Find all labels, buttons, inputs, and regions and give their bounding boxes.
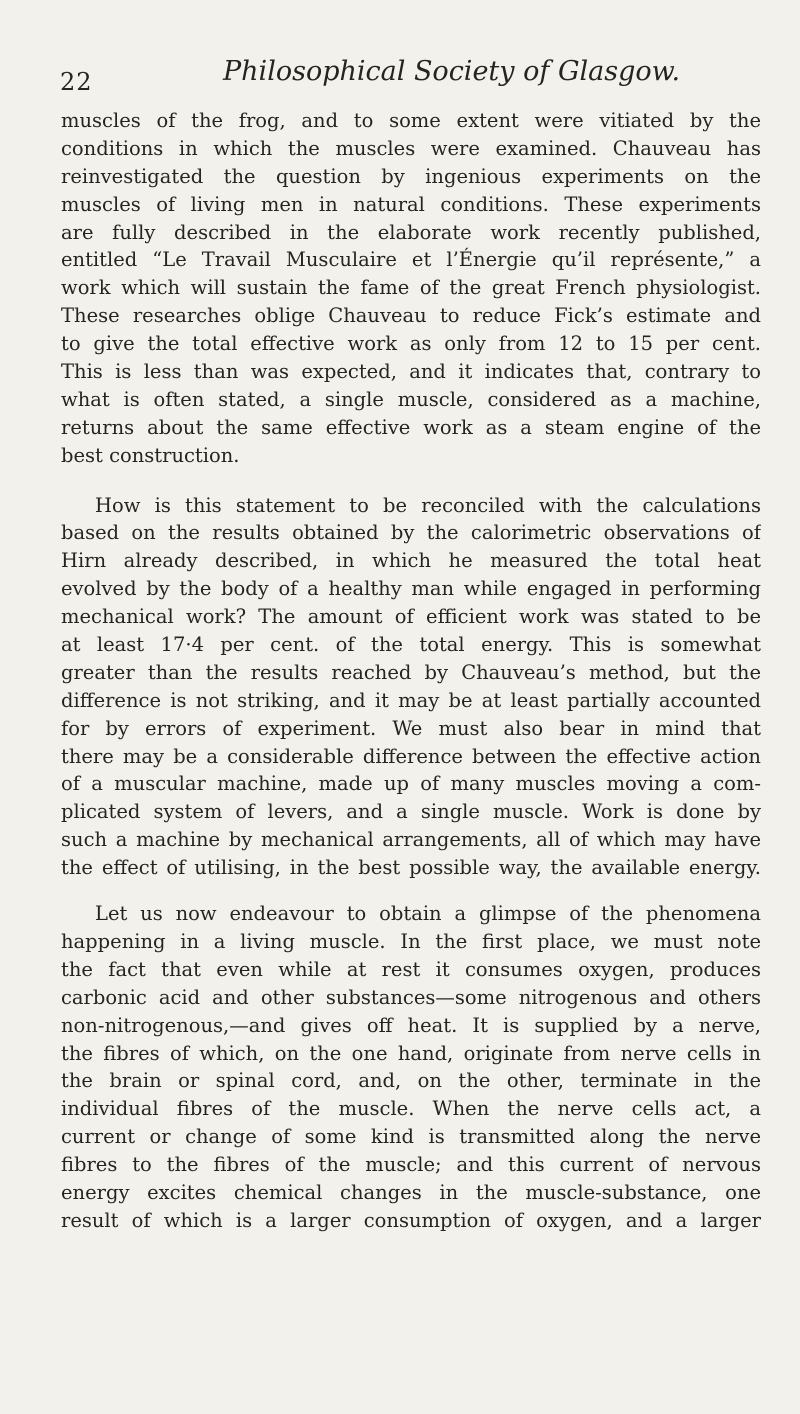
- text-line: Hirn already described, in which he measured the total heat: [61, 549, 761, 573]
- text-line: difference is not striking, and it may be at least partially accounted: [61, 688, 761, 712]
- text-line: conditions in which the muscles were examined. Chauveau has: [61, 136, 761, 160]
- text-line: the fibres of which, on the one hand, originate from nerve cells in: [61, 1041, 761, 1065]
- text-line: of a muscular machine, made up of many muscles moving a com-: [61, 772, 761, 796]
- text-line: the effect of utilising, in the best possible way, the available energy.: [61, 856, 761, 880]
- text-line: current or change of some kind is transmitted along the nerve: [61, 1125, 761, 1149]
- body-text: [61, 107, 761, 1235]
- journal-title: Philosophical Society of Glasgow.: [223, 56, 681, 87]
- text-line: the fact that even while at rest it consumes oxygen, produces: [61, 957, 761, 981]
- text-line: at least 17·4 per cent. of the total energy. This is somewhat: [61, 633, 761, 657]
- text-line: This is less than was expected, and it indicates that, contrary to: [61, 360, 761, 384]
- text-line: energy excites chemical changes in the muscle-substance, one: [61, 1180, 761, 1204]
- page-number: 22: [60, 68, 93, 96]
- running-head: [60, 56, 760, 96]
- text-line: such a machine by mechanical arrangements, all of which may have: [61, 828, 761, 852]
- text-line: These researches oblige Chauveau to reduce Fick’s estimate and: [61, 304, 761, 328]
- text-line: muscles of the frog, and to some extent were vitiated by the: [61, 109, 761, 132]
- text-line: greater than the results reached by Chauveau’s method, but the: [61, 660, 761, 684]
- text-line: carbonic acid and other substances—some nitrogenous and others: [61, 985, 761, 1009]
- text-line: individual fibres of the muscle. When the nerve cells act, a: [61, 1097, 761, 1121]
- paragraph-gap: [61, 470, 761, 492]
- text-line: work which will sustain the fame of the great French physiologist.: [61, 276, 761, 300]
- text-line: reinvestigated the question by ingenious experiments on the: [61, 164, 761, 188]
- text-line: the brain or spinal cord, and, on the other, terminate in the: [61, 1069, 761, 1093]
- text-line: non-nitrogenous,—and gives off heat. It is supplied by a nerve,: [61, 1013, 761, 1037]
- text-line: mechanical work? The amount of efficient work was stated to be: [61, 605, 761, 629]
- text-line: happening in a living muscle. In the first place, we must note: [61, 929, 761, 953]
- text-line: How is this statement to be reconciled with the calculations: [95, 493, 761, 517]
- text-line: to give the total effective work as only from 12 to 15 per cent.: [61, 332, 761, 356]
- text-line: best construction.: [61, 443, 240, 467]
- text-line: evolved by the body of a healthy man while engaged in performing: [61, 577, 761, 601]
- text-line: result of which is a larger consumption of oxygen, and a larger: [61, 1208, 761, 1232]
- paragraph-gap: [61, 882, 761, 900]
- paragraph-1: [61, 107, 761, 470]
- paragraph-2: [61, 492, 761, 882]
- text-line: plicated system of levers, and a single muscle. Work is done by: [61, 800, 761, 824]
- text-line: what is often stated, a single muscle, considered as a machine,: [61, 387, 761, 411]
- text-line: returns about the same effective work as a steam engine of the: [61, 415, 761, 439]
- paragraph-3: [61, 900, 761, 1235]
- text-line: Let us now endeavour to obtain a glimpse of the phenomena: [95, 902, 761, 926]
- text-line: entitled “Le Travail Musculaire et l’Énergie qu’il représente,” a: [61, 248, 761, 272]
- text-line: fibres to the fibres of the muscle; and this current of nervous: [61, 1153, 761, 1177]
- text-line: are fully described in the elaborate work recently published,: [61, 220, 761, 244]
- text-line: there may be a considerable difference between the effective action: [61, 744, 761, 768]
- text-line: based on the results obtained by the calorimetric observations of: [61, 521, 761, 545]
- text-line: muscles of living men in natural conditions. These experiments: [61, 192, 761, 216]
- text-line: for by errors of experiment. We must also bear in mind that: [61, 716, 761, 740]
